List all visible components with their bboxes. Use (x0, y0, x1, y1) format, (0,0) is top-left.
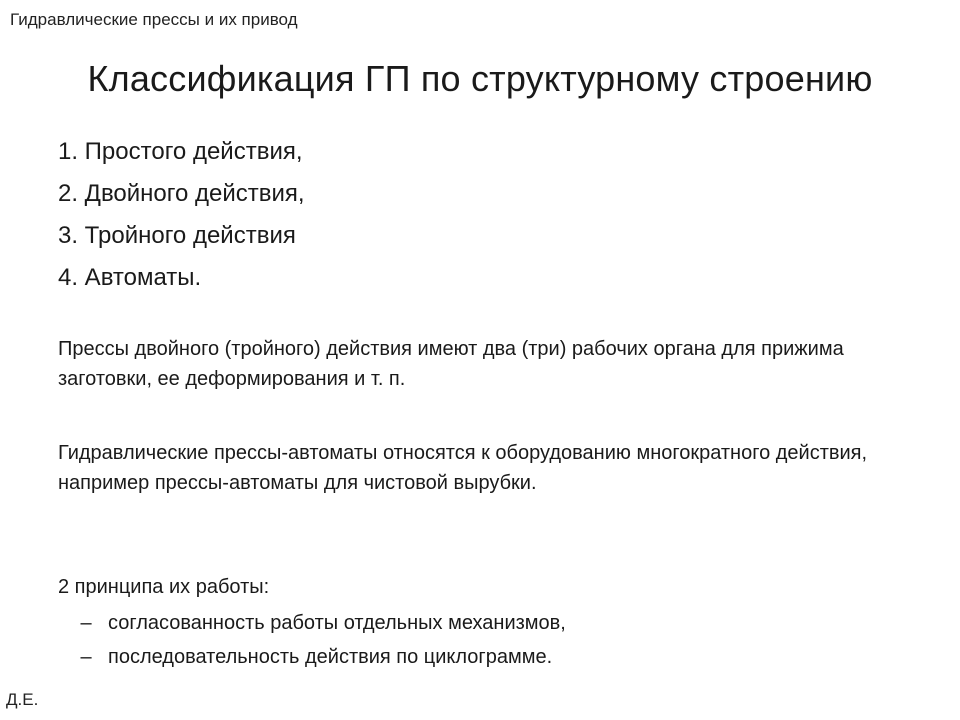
principle-item-1 (76, 608, 566, 638)
principle-item-2 (76, 642, 566, 672)
course-header: Гидравлические прессы и их привод (10, 10, 298, 29)
principles-list (76, 608, 566, 676)
author-footer: Д.Е. (6, 690, 39, 709)
principles-intro: 2 принципа их работы: (58, 576, 270, 598)
classification-item-3: 3. Тройного действия (58, 222, 296, 249)
classification-item-4: 4. Автоматы. (58, 264, 202, 291)
principle-text-1: согласованность работы отдельных механизмов, (108, 612, 566, 634)
paragraph-automats: Гидравлические прессы-автоматы относятся к оборудованию многократного действия, например прессы-автоматы для чистовой вырубки. (58, 442, 868, 494)
dash-bullet-icon: – (80, 646, 92, 668)
slide-title: Классификация ГП по структурному строению (87, 58, 873, 99)
classification-list (58, 136, 305, 304)
classification-item-1: 1. Простого действия, (58, 138, 303, 165)
dash-bullet-icon: – (80, 612, 92, 634)
classification-item-2: 2. Двойного действия, (58, 180, 305, 207)
paragraph-double-action: Прессы двойного (тройного) действия имеют два (три) рабочих органа для прижима заготовки, ее деформирования и т. п. (58, 338, 844, 390)
principle-text-2: последовательность действия по циклограмме. (108, 646, 553, 668)
